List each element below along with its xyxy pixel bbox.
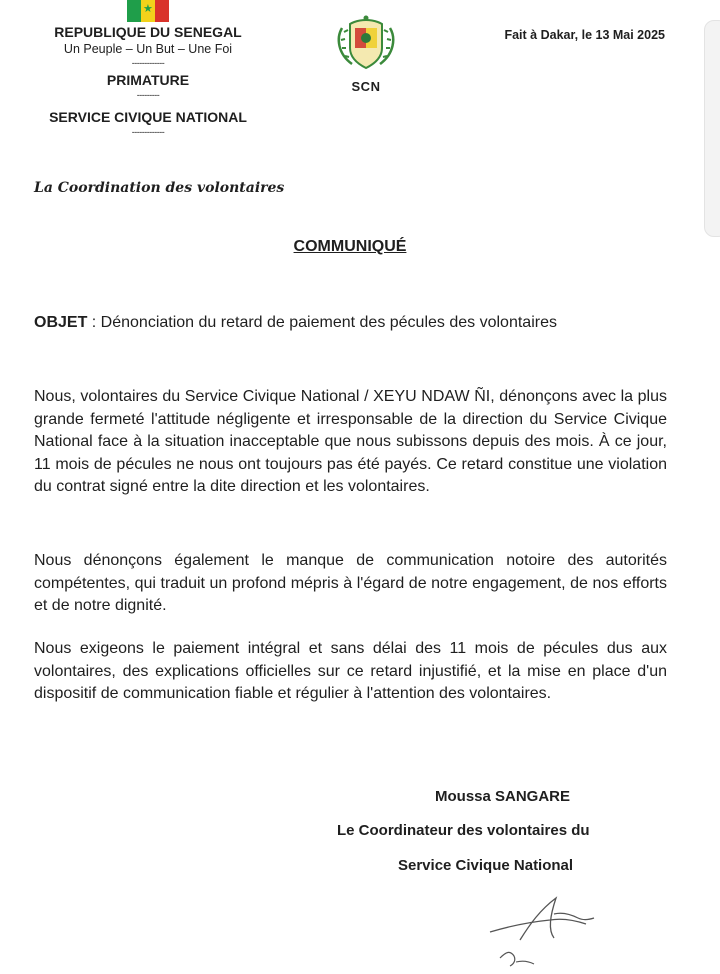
scroll-edge-card bbox=[704, 20, 720, 237]
paragraph: Nous dénonçons également le manque de communication notoire des autorités compétentes, qui traduit un profond mépris à l'égard de notre engagement, de nos efforts et de notre dignité. bbox=[34, 552, 667, 614]
date-line: Fait à Dakar, le 13 Mai 2025 bbox=[504, 28, 665, 42]
paragraph: Nous, volontaires du Service Civique National / XEYU NDAW ÑI, dénonçons avec la plus grande fermeté l'attitude négligente et irresponsable de la direction du Service Civique National face à la situation inacceptable que nous subissons depuis des mois. À ce jour, 11 mois de pécules ne nous ont toujours pas été payés. Ce retard constitue une violation du contrat signé entre la dite direction et les volontaires. bbox=[34, 388, 667, 495]
senegal-flag-icon bbox=[127, 0, 169, 22]
subject-text: : Dénonciation du retard de paiement des pécules des volontaires bbox=[87, 314, 557, 331]
separator: ------------- bbox=[131, 58, 165, 68]
office-name: PRIMATURE bbox=[106, 72, 190, 88]
scn-emblem-icon bbox=[328, 14, 404, 76]
country-name: REPUBLIQUE DU SENEGAL bbox=[54, 24, 242, 40]
issuer: La Coordination des volontaires bbox=[34, 180, 285, 196]
paragraph: Nous exigeons le paiement intégral et sans délai des 11 mois de pécules dus aux volontaires, des explications officielles sur ce retard injustifié, et la mise en place d'un dispositif de communication fiable et régulier à l'attention des volontaires. bbox=[34, 640, 667, 702]
subject-label: OBJET bbox=[34, 314, 88, 331]
separator: --------- bbox=[136, 90, 160, 100]
service-name: SERVICE CIVIQUE NATIONAL bbox=[49, 109, 247, 125]
signatory-role: Le Coordinateur des volontaires du bbox=[337, 822, 590, 839]
header-left-block bbox=[18, 0, 278, 137]
signatory-name: Moussa SANGARE bbox=[435, 788, 571, 805]
document-title: COMMUNIQUÉ bbox=[293, 238, 407, 255]
handwritten-signature bbox=[470, 890, 620, 974]
signatory-role: Service Civique National bbox=[398, 857, 574, 874]
subject-line bbox=[34, 314, 557, 332]
separator: ------------- bbox=[131, 127, 165, 137]
scn-logo bbox=[328, 14, 404, 94]
logo-label: SCN bbox=[351, 79, 381, 94]
national-motto: Un Peuple – Un But – Une Foi bbox=[63, 42, 233, 56]
